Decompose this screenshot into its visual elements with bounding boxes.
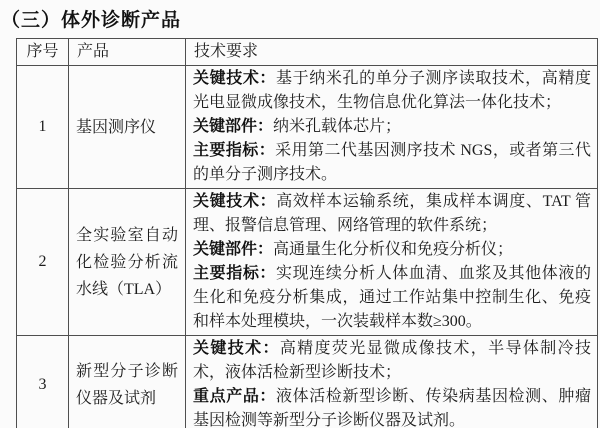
tech-requirements-cell — [186, 66, 598, 189]
requirement-text: 纳米孔载体芯片； — [273, 118, 402, 135]
requirement-text: 高精度荧光显微成像技术，半导体制冷技术，液体活检新型诊断技术； — [193, 340, 591, 381]
requirement-text: 高通量生化分析仪和免疫分析仪； — [273, 241, 514, 258]
requirement-text: 实现连续分析人体血清、血浆及其他体液的生化和免疫分析集成，通过工作站集中控制生化、免疫和样本处理模块，一次装载样本数≥300。 — [193, 265, 591, 330]
row-number: 1 — [17, 66, 69, 189]
tech-requirements-cell — [186, 336, 598, 428]
requirement-item — [193, 238, 591, 262]
table-row — [17, 336, 598, 428]
product-name: 基因测序仪 — [69, 66, 186, 189]
requirement-label: 主要指标： — [193, 265, 277, 282]
products-table — [16, 38, 598, 428]
table-row — [17, 66, 598, 189]
table-header-row — [17, 39, 598, 66]
requirement-label: 关键部件： — [193, 118, 274, 135]
row-number: 3 — [17, 336, 69, 428]
requirement-item — [193, 115, 591, 139]
requirement-item — [193, 139, 591, 187]
requirement-item — [193, 385, 591, 428]
requirement-text: 液体活检新型诊断、传染病基因检测、肿瘤基因检测等新型分子诊断仪器及试剂。 — [193, 388, 591, 428]
requirement-item — [193, 67, 591, 115]
requirement-label: 主要指标： — [193, 142, 276, 159]
product-name: 全实验室自动化检验分析流水线（TLA） — [69, 189, 186, 336]
row-number: 2 — [17, 189, 69, 336]
requirement-label: 关键技术： — [193, 70, 277, 87]
header-no: 序号 — [17, 39, 69, 66]
product-name: 新型分子诊断仪器及试剂 — [69, 336, 186, 428]
tech-requirements-cell — [186, 189, 598, 336]
requirement-item — [193, 337, 591, 385]
requirement-item — [193, 190, 591, 238]
header-product: 产品 — [69, 39, 186, 66]
requirement-text: 基于纳米孔的单分子测序读取技术，高精度光电显微成像技术，生物信息优化算法一体化技术； — [193, 70, 591, 111]
requirement-label: 关键部件： — [193, 241, 274, 258]
requirement-label: 关键技术： — [193, 340, 280, 357]
requirement-label: 重点产品： — [193, 388, 277, 405]
requirement-text: 高效样本运输系统，集成样本调度、TAT 管理、报警信息管理、网络管理的软件系统； — [193, 193, 591, 234]
requirement-item — [193, 262, 591, 334]
header-requirements: 技术要求 — [186, 39, 598, 66]
section-title: （三）体外诊断产品 — [1, 10, 182, 31]
requirement-text: 采用第二代基因测序技术 NGS，或者第三代的单分子测序技术。 — [193, 142, 591, 183]
table-row — [17, 189, 598, 336]
requirement-label: 关键技术： — [193, 193, 277, 210]
